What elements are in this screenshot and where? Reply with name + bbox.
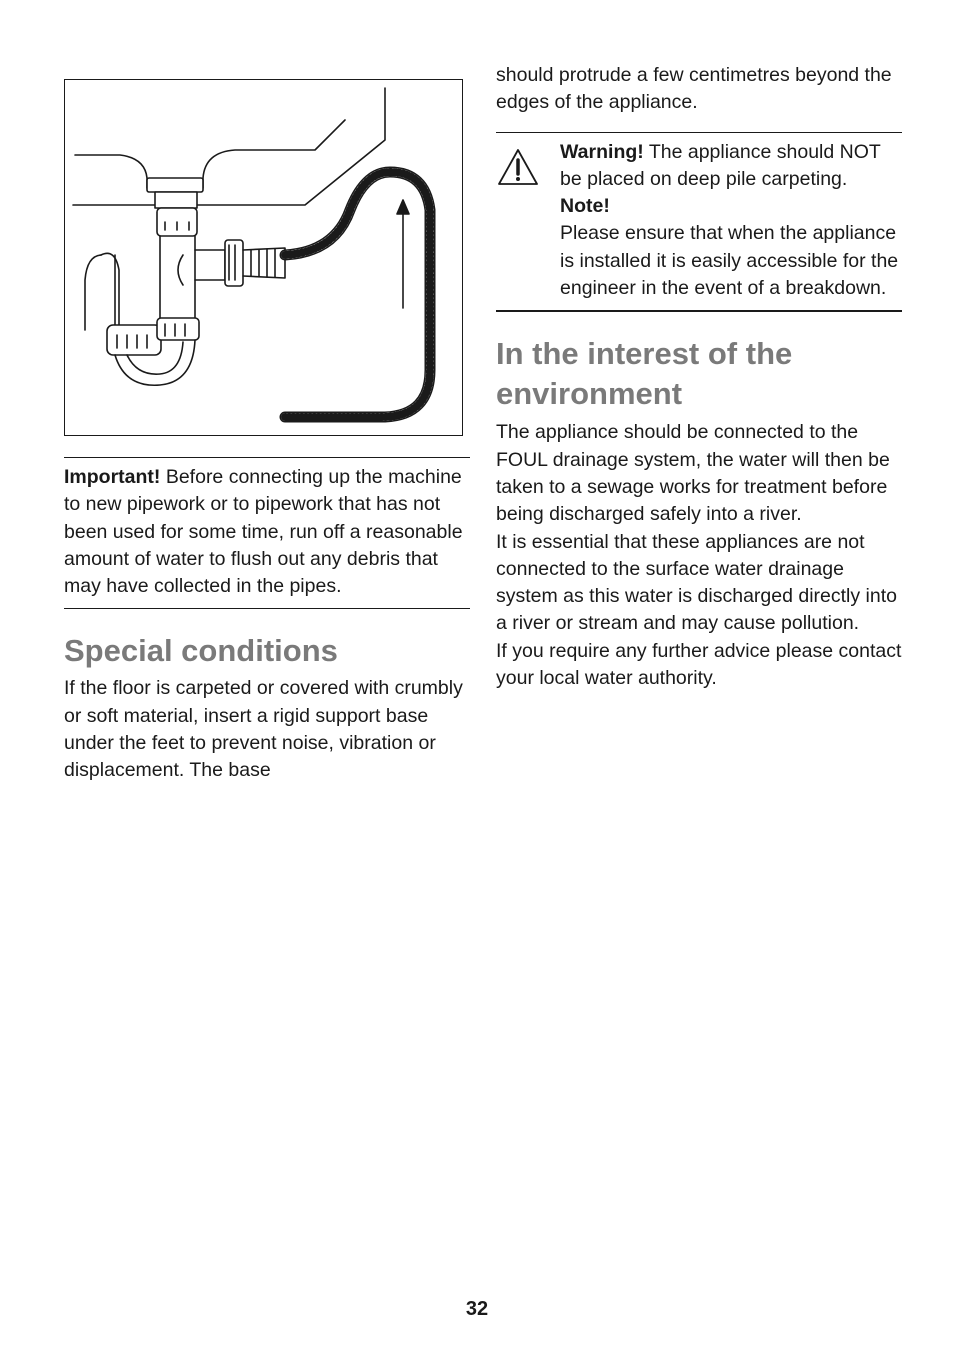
continued-text: should protrude a few centimetres beyond the edges of the appliance. bbox=[496, 64, 892, 114]
drain-hose-illustration bbox=[64, 79, 463, 436]
warning-text-block bbox=[560, 139, 902, 303]
special-conditions-text: If the floor is carpeted or covered with crumbly or soft material, insert a rigid support base under the feet to prevent noise, vibration or displacement. The base bbox=[64, 677, 463, 782]
warning-triangle-icon bbox=[496, 147, 540, 187]
important-text: Before connecting up the machine to new pipework or to pipework that has not been used for some time, run off a reasonable amount of water to flush out any debris that may have collected in the pipes. bbox=[64, 466, 463, 598]
environment-heading: In the interest of the environment bbox=[496, 336, 793, 412]
warning-block bbox=[496, 133, 902, 311]
warning-label: Warning! bbox=[560, 140, 644, 163]
note-text: Please ensure that when the appliance is installed it is easily accessible for the engineer in the event of a breakdown. bbox=[560, 222, 899, 300]
important-paragraph bbox=[64, 464, 470, 600]
page-number: 32 bbox=[465, 1298, 489, 1320]
warning-paragraph bbox=[560, 139, 902, 194]
important-block bbox=[64, 458, 470, 608]
note-label: Note! bbox=[560, 195, 610, 218]
sink-outline bbox=[75, 155, 147, 188]
drain-hose bbox=[285, 172, 430, 417]
special-conditions-heading: Special conditions bbox=[64, 633, 338, 669]
divider-bottom bbox=[64, 608, 470, 609]
right-column bbox=[496, 62, 902, 692]
environment-text-3: If you require any further advice please contact your local water authority. bbox=[496, 639, 902, 690]
left-column bbox=[64, 79, 470, 785]
sink-trap-drawing bbox=[65, 80, 463, 436]
warning-text: The appliance should NOT be placed on deep pile carpeting. bbox=[560, 140, 881, 190]
environment-text-1: The appliance should be connected to the FOUL drainage system, the water will then be taken to a sewage works for treatment before being discharged safely into a river. bbox=[496, 421, 890, 526]
important-label: Important! bbox=[64, 466, 161, 488]
environment-text-2: It is essential that these appliances are not connected to the surface water drainage system as this water is discharged directly into a river or stream and may cause pollution. bbox=[496, 530, 897, 635]
warning-icon-wrap bbox=[496, 139, 560, 303]
warning-divider-bottom bbox=[496, 310, 902, 312]
